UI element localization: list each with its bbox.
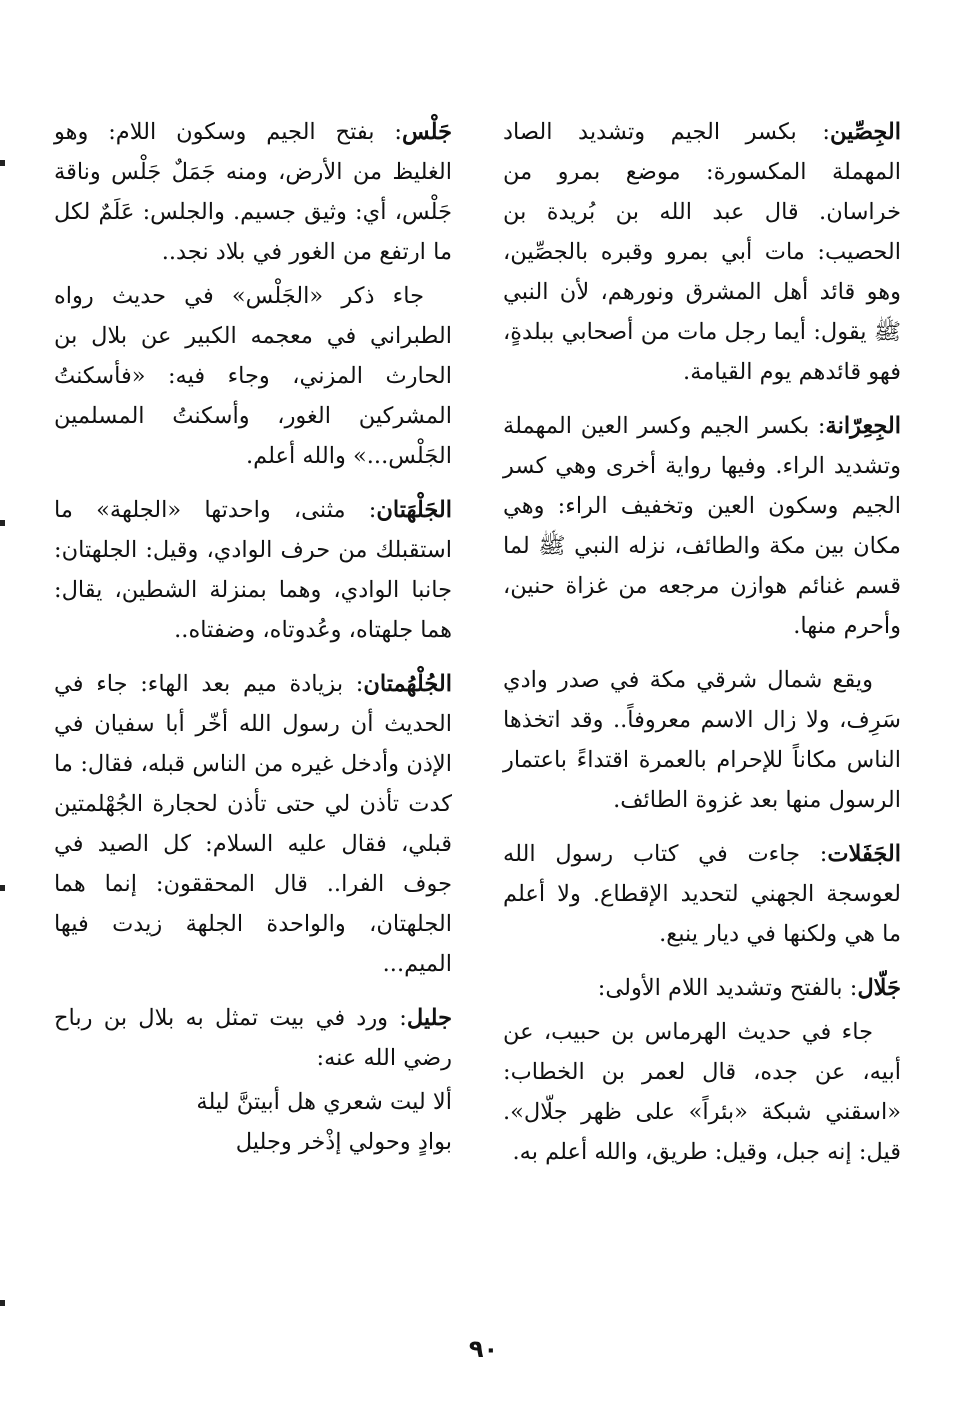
entry-jalhatan xyxy=(54,490,452,650)
entry-definition: : ورد في بيت تمثل به بلال بن رباح رضي الله عنه: xyxy=(54,1005,452,1071)
verse-first-hemistich: ألا ليت شعري هل أبيتنَّ ليلة xyxy=(196,1089,452,1115)
entry-text xyxy=(54,664,452,984)
poem-verse xyxy=(54,1082,452,1162)
entry-headword: جَلْس xyxy=(401,119,452,145)
scan-edge-mark xyxy=(0,1300,5,1306)
entry-paragraph: جاء في حديث الهرماس بن حبيب، عن أبيه، عن جده، قال لعمر بن الخطاب: «اسقني شبكة «بئراً» على ظهر جلّال». قيل: إنه جبل، وقيل: طريق، والله أعلم به. xyxy=(503,1019,901,1165)
entry-text xyxy=(503,968,901,1008)
entry-headword: الجِعِرّانة xyxy=(825,413,901,439)
entry-jals xyxy=(54,112,452,272)
scan-edge-mark xyxy=(0,885,5,891)
entry-definition: : بكسر الجيم وتشديد الصاد المهملة المكسورة: موضع بمرو من خراسان. قال عبد الله بن بُريدة بن الحصيب: مات أبي بمرو وقبره بالجصِّين، وهو قائد أهل المشرق ونورهم، لأن النبي ﷺ يقول: أيما رجل مات من أصحابي ببلدةٍ، فهو قائدهم يوم القيامة. xyxy=(503,119,901,385)
entry-definition: : بالفتح وتشديد اللام الأولى: xyxy=(597,975,858,1001)
entry-julhumatan xyxy=(54,664,452,984)
entry-text xyxy=(503,406,901,646)
entry-definition: : جاءت في كتاب رسول الله لعوسجة الجهني لتحديد الإقطاع. ولا أعلم ما هي ولكنها في ديار ينبع. xyxy=(503,841,901,947)
entry-headword: الجِصِّين xyxy=(829,119,901,145)
right-column xyxy=(503,112,901,1186)
entry-text xyxy=(54,112,452,272)
entry-headword: الجَلْهَتان xyxy=(376,497,452,523)
entry-definition: : بفتح الجيم وسكون اللام: وهو الغليظ من الأرض، ومنه جَمَلٌ جَلْس وناقة جَلْس، أي: وثيق جسيم. والجلس: عَلَمٌ لكل ما ارتفع من الغور في بلاد نجد.. xyxy=(54,119,452,265)
entry-paragraph: جاء ذكر «الجَلْس» في حديث رواه الطبراني في معجمه الكبير عن بلال بن الحارث المزني، وجاء فيه: «فأسكنتُ المشركين الغور، وأسكنتُ المسلمين الجَلْس...» والله أعلم. xyxy=(54,283,452,469)
entry-headword: جليل xyxy=(406,1005,452,1031)
entry-text xyxy=(503,834,901,954)
scan-edge-mark xyxy=(0,520,5,526)
entry-paragraph: ويقع شمال شرقي مكة في صدر وادي سَرِف، ولا زال الاسم معروفاً.. وقد اتخذها الناس مكاناً للإحرام بالعمرة اقتداءً باعتمار الرسول منها بعد غزوة الطائف. xyxy=(503,667,901,813)
entry-headword: جَلّال xyxy=(857,975,901,1001)
entry-jalil xyxy=(54,998,452,1078)
verse-second-hemistich: بوادٍ وحولي إذْخر وجليل xyxy=(235,1129,452,1155)
entry-text xyxy=(54,490,452,650)
entry-text xyxy=(503,112,901,392)
entry-headword: الجَفَلات xyxy=(827,841,901,867)
entry-jallal xyxy=(503,968,901,1008)
entry-jissin xyxy=(503,112,901,392)
page-number: ٩٠ xyxy=(468,1335,499,1363)
entry-text xyxy=(54,998,452,1078)
entry-jafalat xyxy=(503,834,901,954)
entry-definition: : بزيادة ميم بعد الهاء: جاء في الحديث أن رسول الله أخّر أبا سفيان في الإذن وأدخل غيره من الناس قبله، فقال: ما كدت تأذن لي حتى تأذن لحجارة الجُهْلمتين قبلي، فقال عليه السلام: كل الصيد في جوف الفرا.. قال المحققون: إنما هما الجلهتان، والواحدة الجلهة زيدت فيها الميم... xyxy=(54,671,452,977)
entry-headword: الجُلْهُمتان xyxy=(363,671,452,697)
entry-definition: : مثنى، واحدتها «الجلهة» ما استقبلك من حرف الوادي، وقيل: الجلهتان: جانبا الوادي، وهما بمنزلة الشطين، يقال: هما جلهتاه، وعُدوتاه، وضفتاه.. xyxy=(54,497,452,643)
scan-edge-mark xyxy=(0,160,5,166)
entry-jirana xyxy=(503,406,901,646)
entry-definition: : بكسر الجيم وكسر العين المهملة وتشديد الراء. وفيها رواية أخرى وهي كسر الجيم وسكون العين وتخفيف الراء: وهي مكان بين مكة والطائف، نزله النبي ﷺ لما قسم غنائم هوازن مرجعه من غزاة حنين، وأحرم منها. xyxy=(503,413,901,639)
left-column xyxy=(54,112,452,1162)
